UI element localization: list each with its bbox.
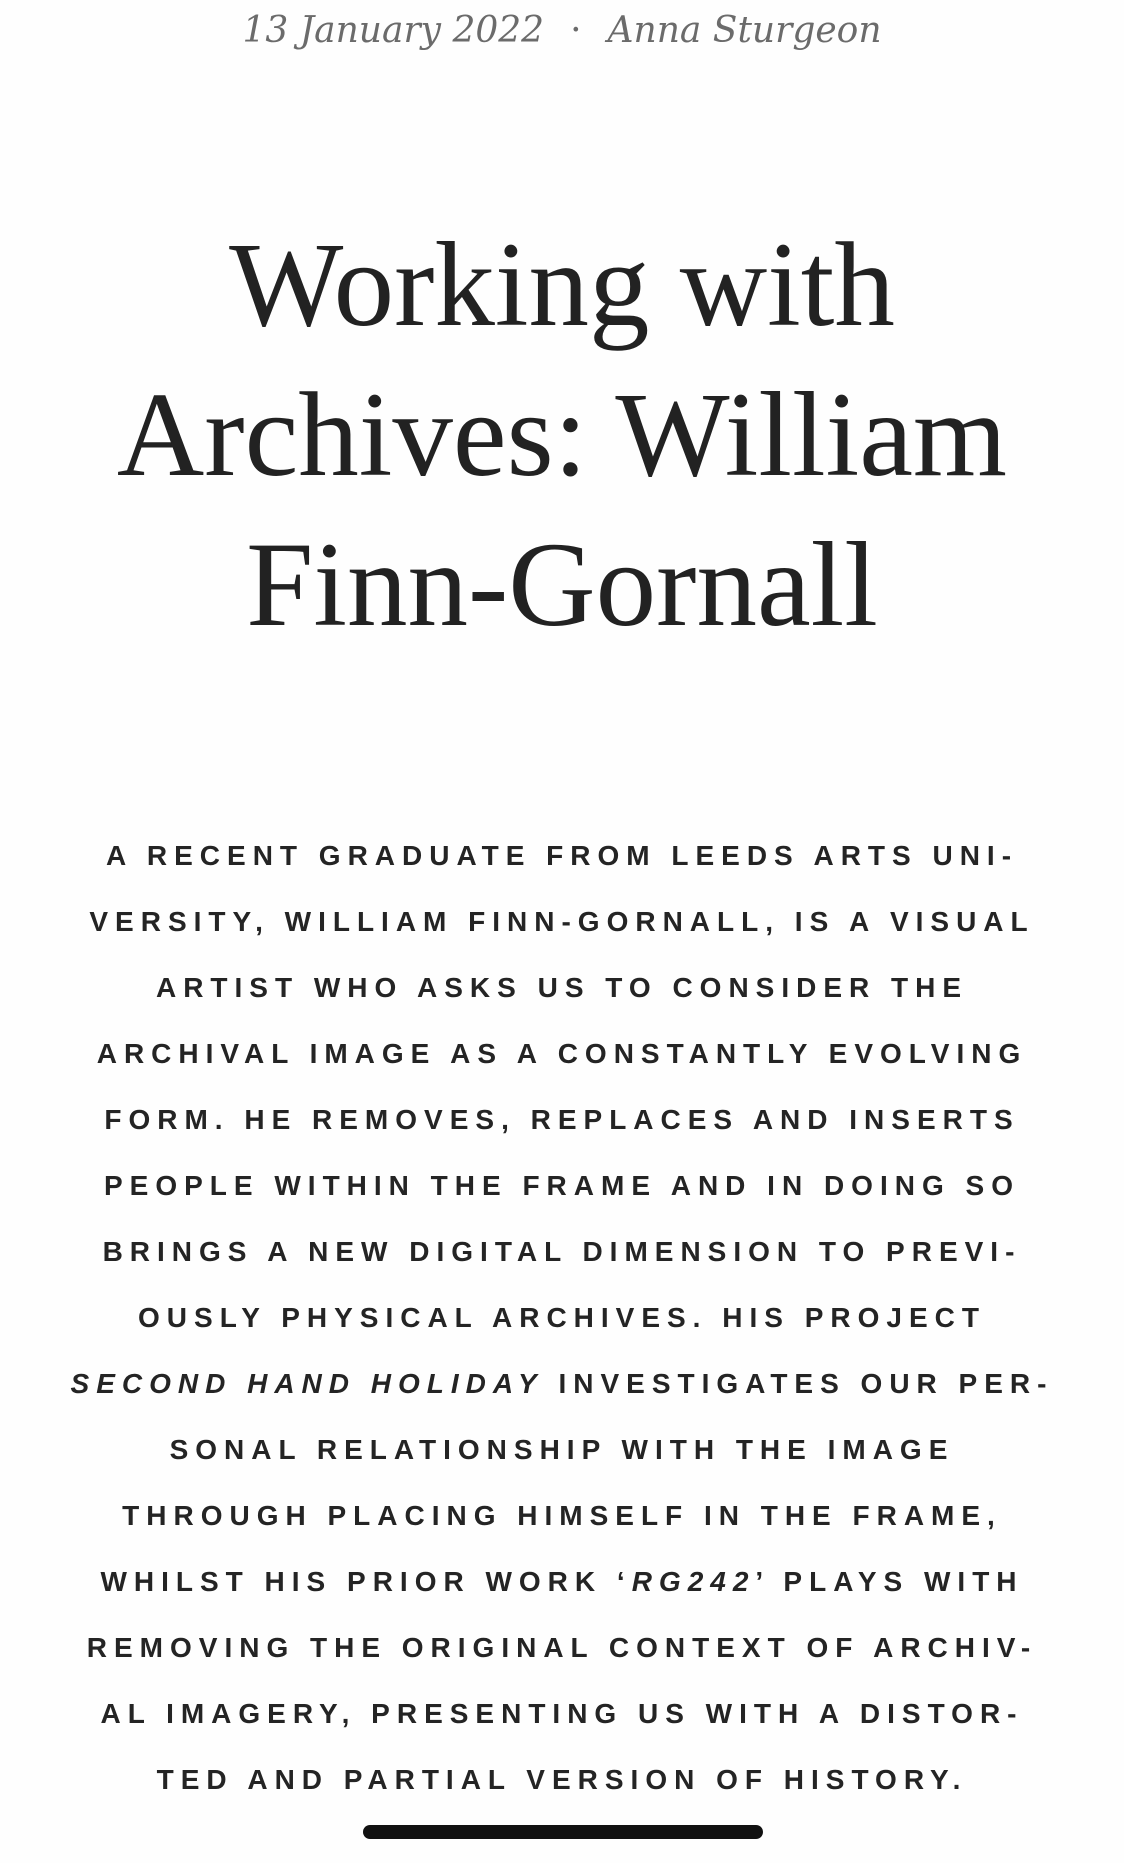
article-title xyxy=(0,210,1124,660)
intro-line: AL IMAGERY, PRESENTING US WITH A DISTOR- xyxy=(100,1698,1024,1729)
title-line: Working with xyxy=(229,218,895,352)
project-title-second-hand-holiday: SECOND HAND HOLIDAY xyxy=(70,1368,544,1399)
publish-date: 13 January 2022 xyxy=(242,10,545,51)
intro-line: TED AND PARTIAL VERSION OF HISTORY. xyxy=(156,1764,968,1795)
title-line: Finn-Gornall xyxy=(246,518,878,652)
intro-line: OUSLY PHYSICAL ARCHIVES. HIS PROJECT xyxy=(138,1302,986,1333)
article-meta xyxy=(0,10,1124,51)
intro-line: FORM. HE REMOVES, REPLACES AND INSERTS xyxy=(104,1104,1020,1135)
intro-line: THROUGH PLACING HIMSELF IN THE FRAME, xyxy=(122,1500,1002,1531)
intro-text: WHILST HIS PRIOR WORK ‘ xyxy=(100,1566,632,1597)
intro-line: ARTIST WHO ASKS US TO CONSIDER THE xyxy=(155,972,969,1003)
intro-line xyxy=(0,1354,1124,1420)
project-title-rg242: RG242 xyxy=(631,1566,756,1597)
meta-separator: · xyxy=(570,10,582,51)
intro-line: SONAL RELATIONSHIP WITH THE IMAGE xyxy=(169,1434,955,1465)
author-name: Anna Sturgeon xyxy=(607,10,882,51)
intro-line: VERSITY, WILLIAM FINN-GORNALL, IS A VISUAL xyxy=(89,906,1035,937)
home-indicator[interactable] xyxy=(363,1825,763,1839)
intro-text: ’ PLAYS WITH xyxy=(755,1566,1024,1597)
intro-line: REMOVING THE ORIGINAL CONTEXT OF ARCHIV- xyxy=(86,1632,1038,1663)
intro-line xyxy=(0,1552,1124,1618)
intro-text: INVESTIGATES OUR PER- xyxy=(543,1368,1054,1399)
article-intro xyxy=(0,826,1124,1816)
intro-line: A RECENT GRADUATE FROM LEEDS ARTS UNI- xyxy=(105,840,1019,871)
intro-line: BRINGS A NEW DIGITAL DIMENSION TO PREVI- xyxy=(102,1236,1022,1267)
title-line: Archives: William xyxy=(116,368,1008,502)
intro-line: ARCHIVAL IMAGE AS A CONSTANTLY EVOLVING xyxy=(96,1038,1028,1069)
intro-line: PEOPLE WITHIN THE FRAME AND IN DOING SO xyxy=(104,1170,1020,1201)
